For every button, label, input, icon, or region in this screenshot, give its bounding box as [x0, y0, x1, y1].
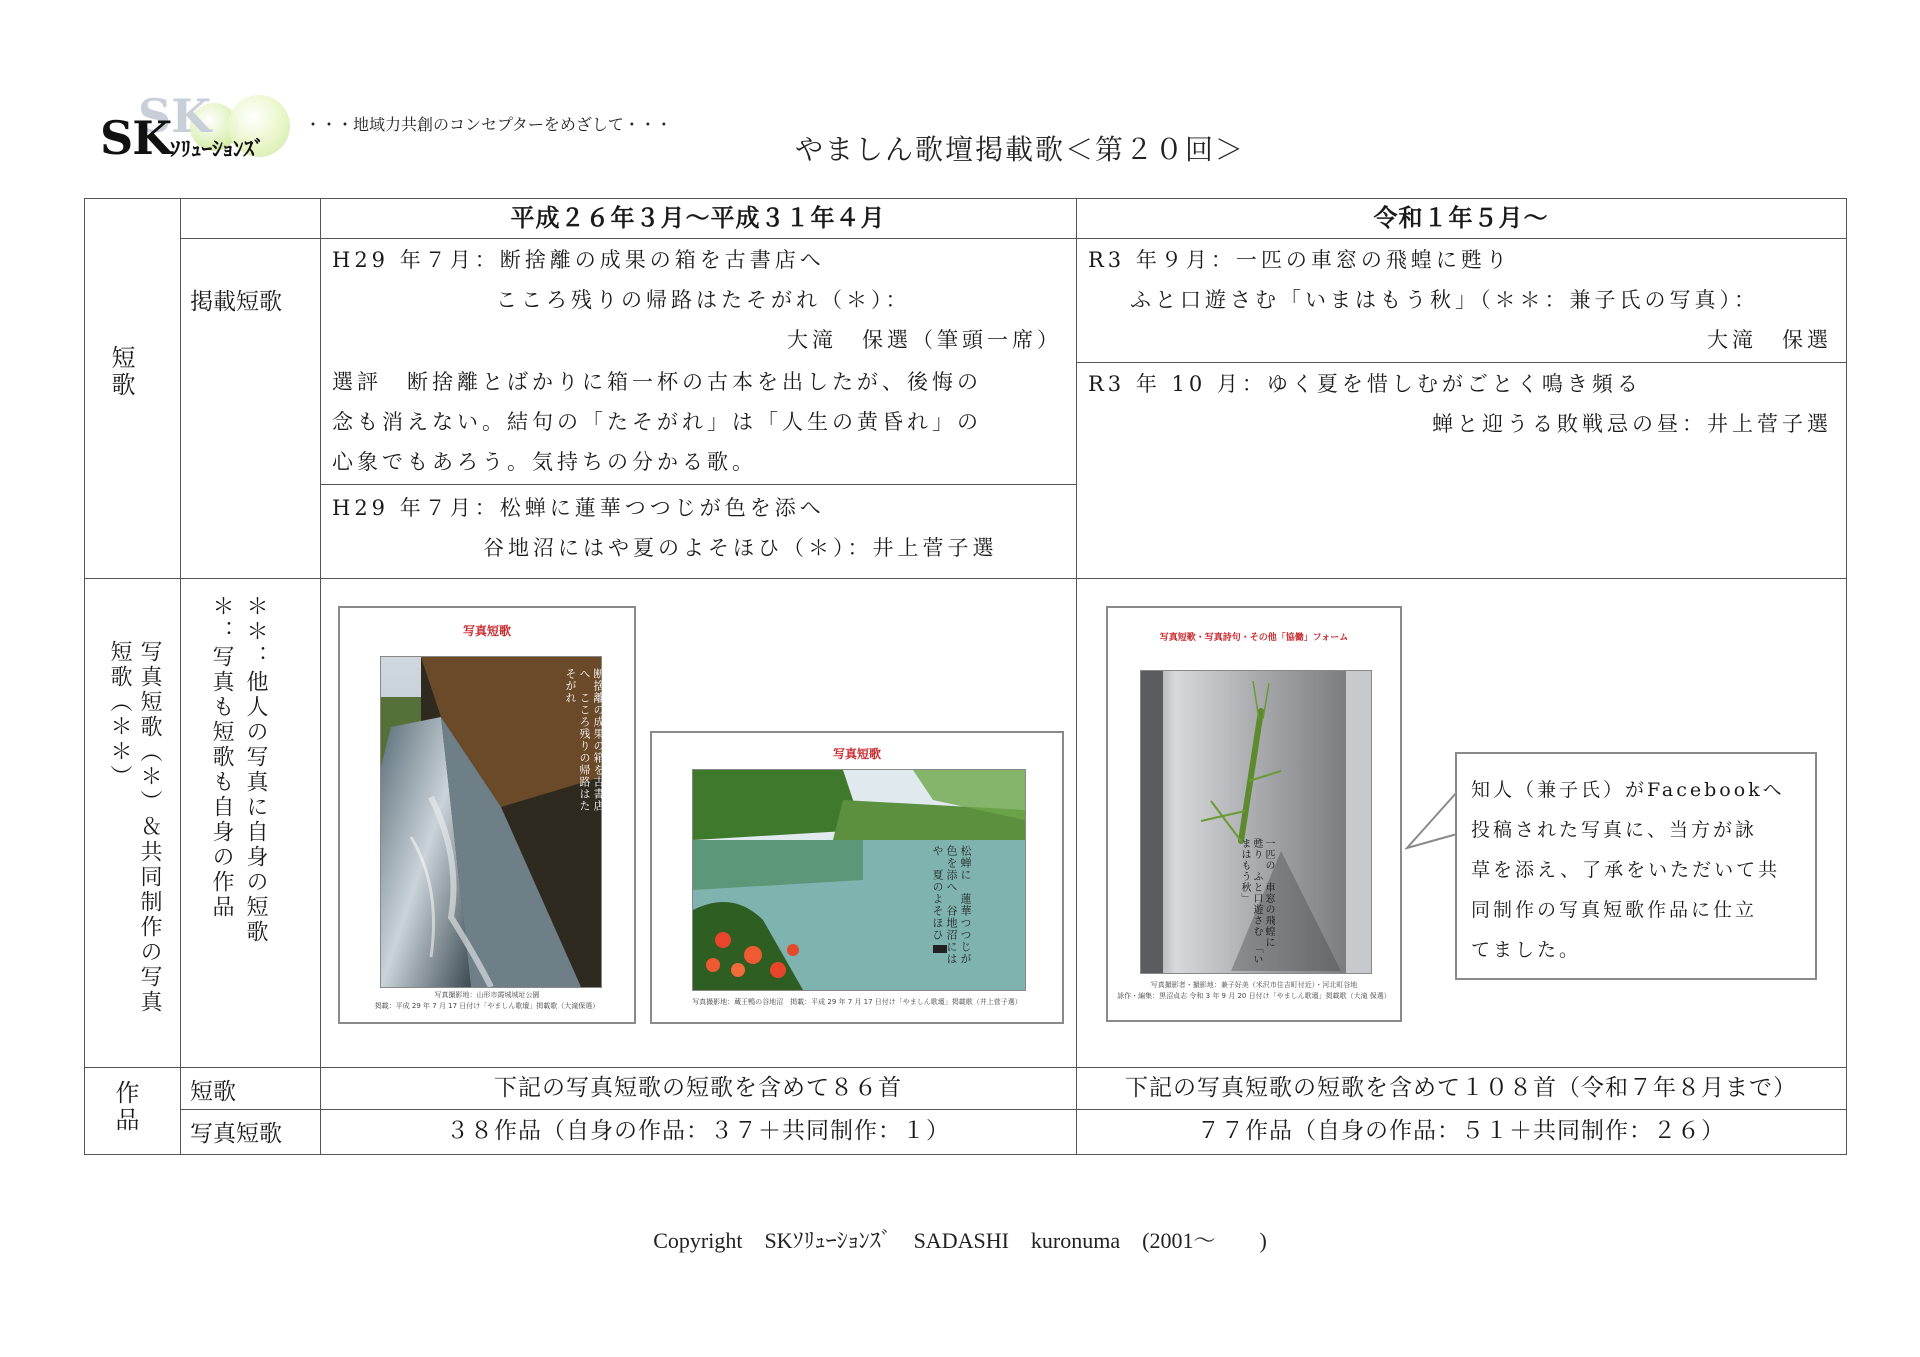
card-title: 写真短歌: [462, 624, 511, 638]
column-header-reiwa: 令和１年５月～: [1373, 204, 1549, 232]
card-poem: 一匹の 車窓の飛蝗に 甦り ふと口遊さむ 「いまはもう秋」: [1239, 838, 1274, 965]
page-title: やましん歌壇掲載歌＜第２０回＞: [795, 133, 1246, 166]
works-photo-count-heisei: ３８作品（自身の作品：３７＋共同制作：１）: [446, 1118, 950, 1144]
card-title: 写真短歌・写真詩句・その他「協働」フォーム: [1159, 633, 1349, 643]
tagline: ・・・地域力共創のコンセプターをめざして・・・: [305, 115, 672, 134]
works-photo-count-reiwa: ７７作品（自身の作品：５１＋共同制作：２６）: [1197, 1118, 1725, 1144]
tanka-entry-4-line1: R3 年 10 月：ゆく夏を惜しむがごとく鳴き頻る: [1088, 372, 1642, 396]
row-label-works: 作品: [111, 1080, 139, 1134]
photo-tanka-card-3: [1106, 606, 1402, 1022]
copyright: Copyright SKｿﾘｭｰｼｮﾝｽﾞ SADASHI kuronuma (2001～ ): [653, 1228, 1267, 1253]
works-tanka-count-reiwa: 下記の写真短歌の短歌を含めて１０８首（令和７年８月まで）: [1125, 1075, 1797, 1101]
bubble-line: 草を添え、了承をいただいて共: [1471, 859, 1781, 881]
photo-notes: ＊＊：他人の写真に自身の短歌 ＊：写真も短歌も自身の作品: [209, 595, 268, 945]
tanka-entry-2-line1: H29 年７月：松蝉に蓮華つつじが色を添へ: [332, 496, 825, 520]
bubble-line: 知人（兼子氏）がFacebookへ: [1471, 779, 1785, 801]
card-title: 写真短歌: [832, 747, 881, 761]
tanka-entry-3-line2: ふと口遊さむ「いまはもう秋」（＊＊：兼子氏の写真）：: [1130, 288, 1759, 312]
tanka-entry-1-line1: H29 年７月：断捨離の成果の箱を古書店へ: [332, 248, 825, 272]
card-caption: 写真撮影地：蔵王鴨の谷地沼 掲載：平成 29 年 7 月 17 日付け「やましん歌壇」掲載歌（井上菅子選）: [692, 998, 1022, 1006]
tanka-entry-4-line2: 蝉と迎うる敗戦忌の昼：井上菅子選: [1432, 412, 1832, 436]
logo-letters: SK: [100, 111, 172, 165]
card-caption: 写真撮影地：山形市霞城城址公園: [434, 991, 540, 999]
works-photo-label: 写真短歌: [190, 1121, 282, 1147]
bubble-line: 同制作の写真短歌作品に仕立: [1471, 899, 1758, 921]
works-tanka-count-heisei: 下記の写真短歌の短歌を含めて８６首: [494, 1075, 902, 1101]
tanka-entry-1-selector: 大滝 保選（筆頭一席）: [787, 328, 1062, 352]
logo-subtitle: ｿﾘｭｰｼｮﾝｽﾞ: [170, 137, 265, 161]
card-caption: 写真撮影者・撮影地：兼子好美（米沢市住吉町付近）・河北町谷地: [1150, 981, 1358, 989]
row-label-tanka: 短歌: [107, 345, 135, 399]
card-poem: 松蝉に 蓮華つつじが 色を添へ 谷地沼にはや 夏のよそほひ: [931, 845, 972, 977]
logo-ghost-letters: SK: [138, 89, 212, 143]
column-header-heisei: 平成２６年３月～平成３１年４月: [510, 204, 886, 232]
bubble-line: 投稿された写真に、当方が詠: [1471, 819, 1758, 841]
card-caption: 掲載：平成 29 年 7 月 17 日付け「やましん歌壇」掲載歌（大滝保選）: [374, 1002, 600, 1010]
works-tanka-label: 短歌: [190, 1079, 236, 1105]
photo-tanka-card-2: [650, 731, 1064, 1024]
sub-label-published: 掲載短歌: [190, 289, 282, 315]
card-caption: 詠作・編集：黒沼貞志 令和 3 年 9 月 20 日付け「やましん歌壇」掲載歌（大滝 保選）: [1117, 992, 1391, 1000]
tanka-entry-3-line1: R3 年９月：一匹の車窓の飛蝗に甦り: [1088, 248, 1511, 272]
bubble-line: てました。: [1471, 939, 1582, 961]
tanka-entry-1-line2: こころ残りの帰路はたそがれ（＊）：: [496, 288, 911, 312]
critique-line: 念も消えない。結句の「たそがれ」は「人生の黄昏れ」の: [332, 410, 982, 434]
tanka-entry-3-selector: 大滝 保選: [1707, 328, 1832, 352]
row-label-photo-tanka: 写真短歌（＊）＆共同制作の写真短歌（＊＊）: [107, 640, 162, 1015]
photo-tanka-card-1: [338, 606, 636, 1024]
critique-line: 選評 断捨離とばかりに箱一杯の古本を出したが、後悔の: [332, 370, 982, 394]
card-poem: 断捨離の成果の箱を古書店へ こころ残りの帰路はたそがれ: [564, 668, 605, 812]
critique-line: 心象でもあろう。気持ちの分かる歌。: [332, 450, 757, 474]
lake-photo: [692, 769, 1026, 991]
tanka-entry-2-line2: 谷地沼にはや夏のよそほひ（＊）：井上菅子選: [483, 536, 998, 560]
speech-bubble: [1455, 752, 1817, 980]
